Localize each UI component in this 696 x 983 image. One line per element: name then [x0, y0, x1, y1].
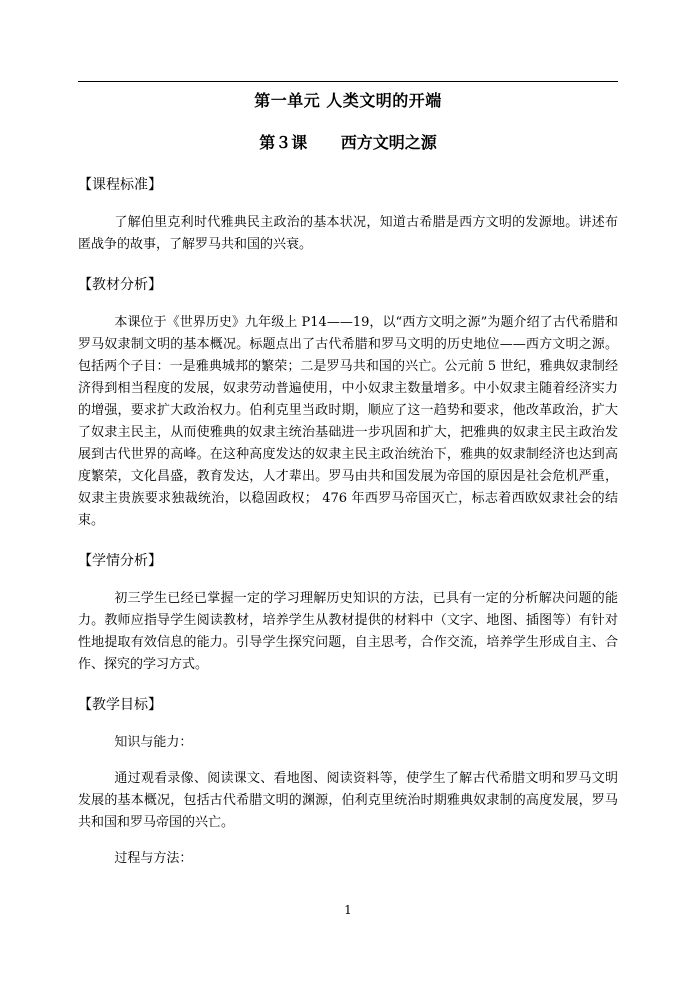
section-heading-curriculum-standard: 【课程标准】 — [78, 177, 162, 193]
paragraph-curriculum-standard: 了解伯里克利时代雅典民主政治的基本状况，知道古希腊是西方文明的发源地。讲述布匿战争的故事，了解罗马共和国的兴衰。 — [78, 215, 618, 252]
section-heading-textbook-analysis: 【教材分析】 — [78, 277, 162, 293]
unit-title: 第一单元 人类文明的开端 — [254, 91, 442, 110]
section-heading-teaching-objectives: 【教学目标】 — [78, 697, 162, 713]
header-rule — [78, 81, 618, 82]
paragraph-textbook-analysis: 本课位于《世界历史》九年级上 P14——19，以“西方文明之源”为题介绍了古代希腊和罗马奴隶制文明的基本概况。标题点出了古代希腊和罗马文明的历史地位——西方文明之源。包括两个子目：一是雅典城邦的繁荣；二是罗马共和国的兴亡。公元前 5 世纪，雅典奴隶制经济得到相当程度的发展，奴隶劳动普遍使用，中小奴隶主数量增多。中小奴隶主随着经济实力的增强，要求扩大政治权力。伯利克里当政时期，顺应了这一趋势和要求，他改革政治，扩大了奴隶主民主，从而使雅典的奴隶主统治基础进一步巩固和扩大，把雅典的奴隶主民主政治发展到古代世界的高峰。在这种高度发达的奴隶主民主政治统治下，雅典的奴隶制经济也达到高度繁荣，文化昌盛，教育发达，人才辈出。罗马由共和国发展为帝国的原因是社会危机严重，奴隶主贵族要求独裁统治，以稳固政权； 476 年西罗马帝国灭亡，标志着西欧奴隶社会的结束。 — [78, 315, 618, 528]
objective-label-process: 过程与方法： — [114, 851, 193, 866]
objective-label-knowledge: 知识与能力： — [114, 735, 193, 750]
section-heading-learner-analysis: 【学情分析】 — [78, 553, 162, 569]
paragraph-knowledge-objective: 通过观看录像、阅读课文、看地图、阅读资料等，使学生了解古代希腊文明和罗马文明发展的基本概况，包括古代希腊文明的渊源，伯利克里统治时期雅典奴隶制的高度发展，罗马共和国和罗马帝国的兴亡。 — [78, 771, 618, 830]
lesson-title: 第３课 西方文明之源 — [259, 133, 437, 152]
document-body — [78, 88, 618, 870]
paragraph-learner-analysis: 初三学生已经已掌握一定的学习理解历史知识的方法，已具有一定的分析解决问题的能力。教师应指导学生阅读教材，培养学生从教材提供的材料中（文字、地图、插图等）有针对性地提取有效信息的能力。引导学生探究问题，自主思考，合作交流，培养学生形成自主、合作、探究的学习方式。 — [78, 591, 618, 672]
page-number: 1 — [344, 903, 352, 917]
